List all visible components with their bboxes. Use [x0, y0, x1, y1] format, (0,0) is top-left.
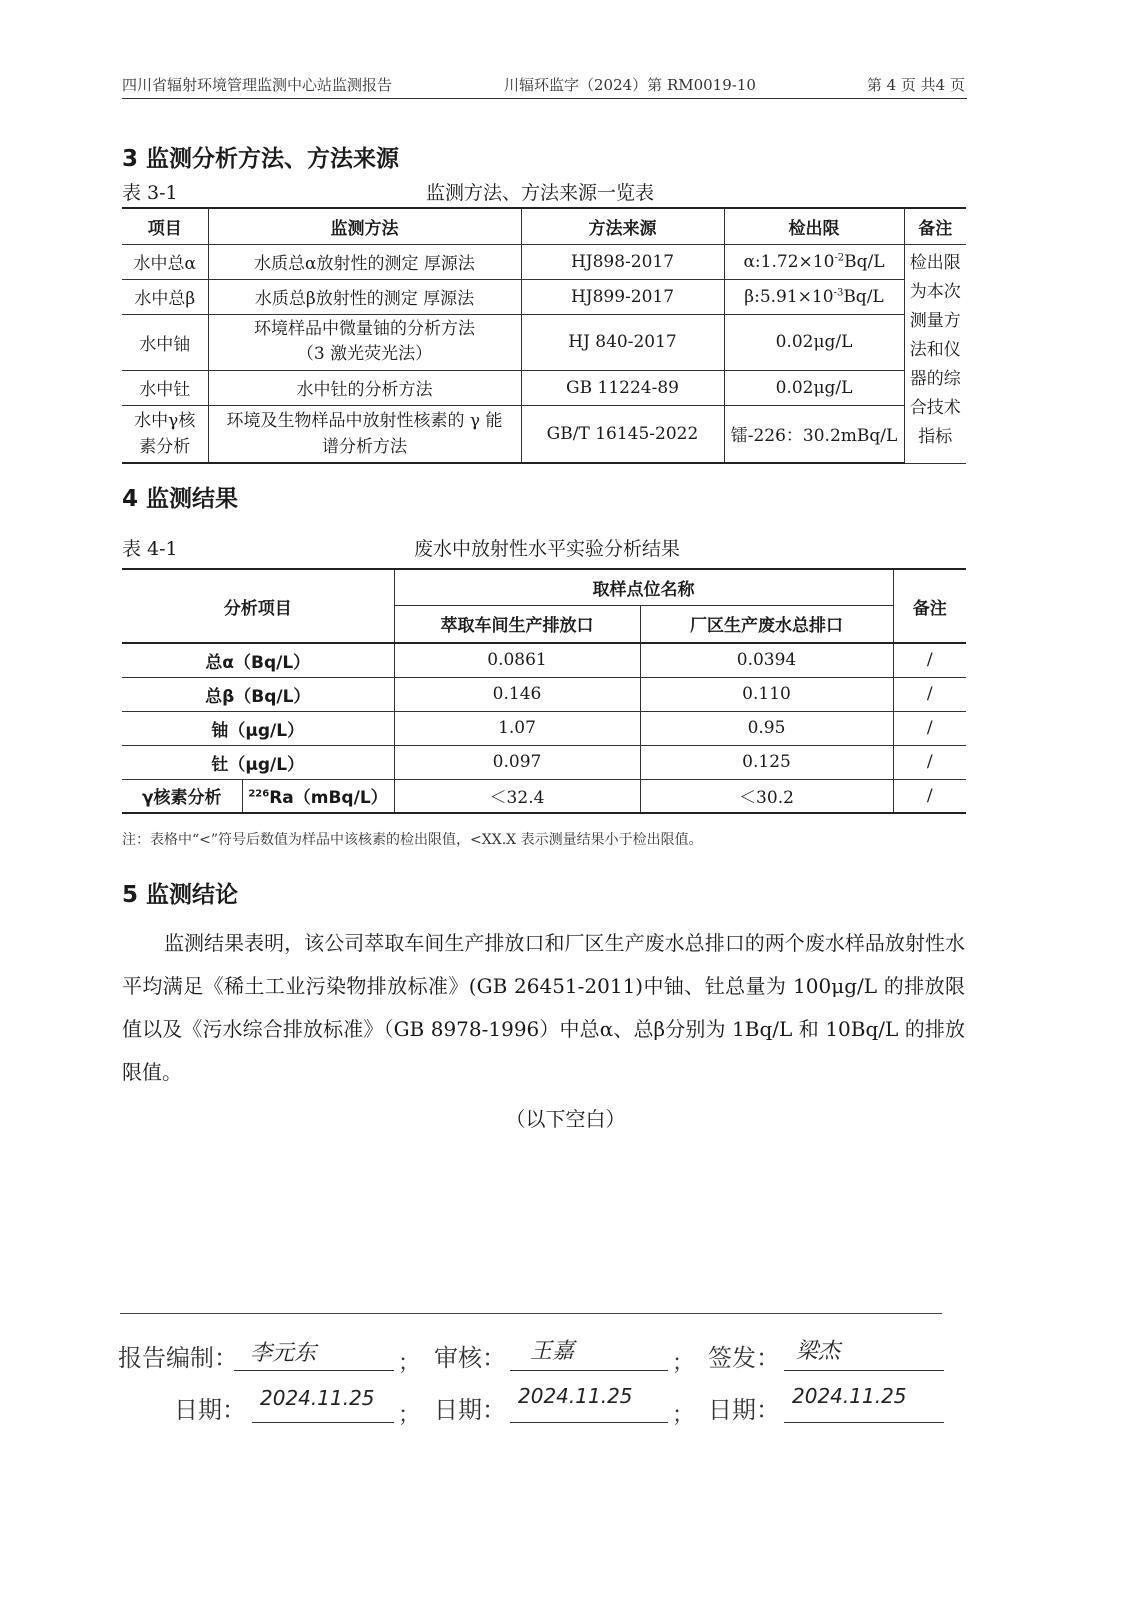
- row-value-site-2: 0.0394: [640, 643, 893, 677]
- row-method: 水中钍的分析方法: [208, 370, 521, 405]
- row-source: HJ 840-2017: [521, 314, 724, 370]
- date-label-2: 日期：: [434, 1396, 506, 1424]
- conclusion-paragraph: 监测结果表明，该公司萃取车间生产排放口和厂区生产废水总排口的两个废水样品放射性水平均满足《稀土工业污染物排放标准》(GB 26451-2011)中铀、钍总量为 100μg/L 的排放限值以及《污水综合排放标准》（GB 8978-1996）中总α、总β分别为 1Bq/L 和 10Bq/L 的排放限值。: [122, 931, 965, 1084]
- reviewer-signature: 王嘉: [530, 1339, 575, 1364]
- methods-header-row: [122, 208, 966, 244]
- date-label-1: 日期：: [174, 1396, 246, 1424]
- blank-below-note: （以下空白）: [505, 1107, 626, 1131]
- row-method: 水质总β放射性的测定 厚源法: [208, 279, 521, 314]
- row-source: HJ899-2017: [521, 279, 724, 314]
- issuer-signature: 梁杰: [796, 1339, 841, 1364]
- signature-divider: [120, 1313, 942, 1314]
- table-row: [122, 745, 966, 779]
- row-limit: $\beta:5.91\times 10^{-3}Bq/L$: [724, 279, 904, 314]
- row-value-site-2: ＜30.2: [640, 779, 893, 813]
- row-limit: 0.02μg/L: [724, 370, 904, 405]
- col-header-limit: 检出限: [724, 208, 904, 244]
- row-label: 总α（Bq/L）: [122, 643, 394, 677]
- date-label-3: 日期：: [708, 1396, 780, 1424]
- col-header-site-1: 萃取车间生产排放口: [394, 605, 640, 643]
- col-header-item: 项目: [122, 208, 208, 244]
- header-doc-number: 川辐环监字（2024）第 RM0019-10: [504, 76, 756, 94]
- col-header-analysis-item: 分析项目: [122, 569, 394, 643]
- row-value-site-1: ＜32.4: [394, 779, 640, 813]
- date-value-1: 2024.11.25: [260, 1386, 375, 1410]
- row-limit: 0.02μg/L: [724, 314, 904, 370]
- row-limit: 镭-226：30.2mBq/L: [724, 405, 904, 463]
- row-source: HJ898-2017: [521, 244, 724, 279]
- methods-table: [122, 207, 966, 464]
- table-row: [122, 779, 966, 813]
- table-row: [122, 711, 966, 745]
- table3-1-number: 表 3-1: [122, 182, 178, 204]
- gamma-row-nuclide: $^{226}$Ra（mBq/L）: [242, 779, 394, 813]
- section3-title: 3 监测分析方法、方法来源: [122, 146, 400, 172]
- row-value-site-1: 0.097: [394, 745, 640, 779]
- separator: ；: [398, 1351, 421, 1376]
- row-value-site-1: 0.146: [394, 677, 640, 711]
- row-label: 钍（μg/L）: [122, 745, 394, 779]
- table3-1-title: 监测方法、方法来源一览表: [426, 182, 655, 204]
- page-header: [122, 70, 967, 99]
- table-row: [122, 643, 966, 677]
- table-row: [122, 677, 966, 711]
- table-row: [122, 314, 966, 370]
- col-header-sampling-site: 取样点位名称: [394, 569, 893, 605]
- table4-1-title: 废水中放射性水平实验分析结果: [414, 538, 681, 560]
- remark-cell: 检出限 为本次 测量方 法和仪 器的综 合技术 指标: [904, 244, 966, 463]
- row-value-site-1: 0.0861: [394, 643, 640, 677]
- table-row: [122, 244, 966, 279]
- table4-1-number: 表 4-1: [122, 538, 178, 560]
- row-method: 环境样品中微量铀的分析方法 （3 激光荧光法）: [208, 314, 521, 370]
- row-remark: /: [893, 643, 966, 677]
- separator: ；: [672, 1403, 695, 1428]
- table-row: [122, 405, 966, 463]
- results-table: [122, 568, 966, 814]
- row-value-site-2: 0.95: [640, 711, 893, 745]
- row-source: GB 11224-89: [521, 370, 724, 405]
- row-value-site-2: 0.125: [640, 745, 893, 779]
- row-item: 水中γ核 素分析: [122, 405, 208, 463]
- table-row: [122, 279, 966, 314]
- row-label: 总β（Bq/L）: [122, 677, 394, 711]
- section4-title: 4 监测结果: [122, 486, 239, 512]
- header-page-number: 第 4 页 共4 页: [866, 76, 965, 94]
- row-method: 水质总α放射性的测定 厚源法: [208, 244, 521, 279]
- col-header-remark: 备注: [893, 569, 966, 643]
- col-header-remark: 备注: [904, 208, 966, 244]
- issue-label: 签发：: [708, 1344, 780, 1372]
- col-header-site-2: 厂区生产废水总排口: [640, 605, 893, 643]
- section5-title: 5 监测结论: [122, 882, 239, 908]
- table-note: 注：表格中“<”符号后数值为样品中该核素的检出限值，<XX.X 表示测量结果小于检出限值。: [122, 832, 703, 848]
- col-header-method: 监测方法: [208, 208, 521, 244]
- compiler-signature: 李元东: [250, 1341, 317, 1366]
- compile-label: 报告编制：: [118, 1344, 238, 1372]
- table-row: [122, 370, 966, 405]
- date-value-2: 2024.11.25: [518, 1384, 633, 1408]
- separator: ；: [398, 1403, 421, 1428]
- results-header-row: [122, 569, 966, 605]
- row-value-site-2: 0.110: [640, 677, 893, 711]
- row-method: 环境及生物样品中放射性核素的 γ 能 谱分析方法: [208, 405, 521, 463]
- row-limit: $\alpha:1.72\times 10^{-2}Bq/L$: [724, 244, 904, 279]
- row-source: GB/T 16145-2022: [521, 405, 724, 463]
- row-remark: /: [893, 779, 966, 813]
- row-label: 铀（μg/L）: [122, 711, 394, 745]
- row-remark: /: [893, 677, 966, 711]
- row-value-site-1: 1.07: [394, 711, 640, 745]
- row-item: 水中铀: [122, 314, 208, 370]
- row-item: 水中总α: [122, 244, 208, 279]
- row-item: 水中钍: [122, 370, 208, 405]
- col-header-source: 方法来源: [521, 208, 724, 244]
- separator: ；: [672, 1351, 695, 1376]
- row-remark: /: [893, 711, 966, 745]
- header-org: 四川省辐射环境管理监测中心站监测报告: [122, 76, 393, 94]
- review-label: 审核：: [434, 1344, 506, 1372]
- row-item: 水中总β: [122, 279, 208, 314]
- row-remark: /: [893, 745, 966, 779]
- date-value-3: 2024.11.25: [792, 1384, 907, 1408]
- gamma-row-label: γ核素分析: [122, 779, 242, 813]
